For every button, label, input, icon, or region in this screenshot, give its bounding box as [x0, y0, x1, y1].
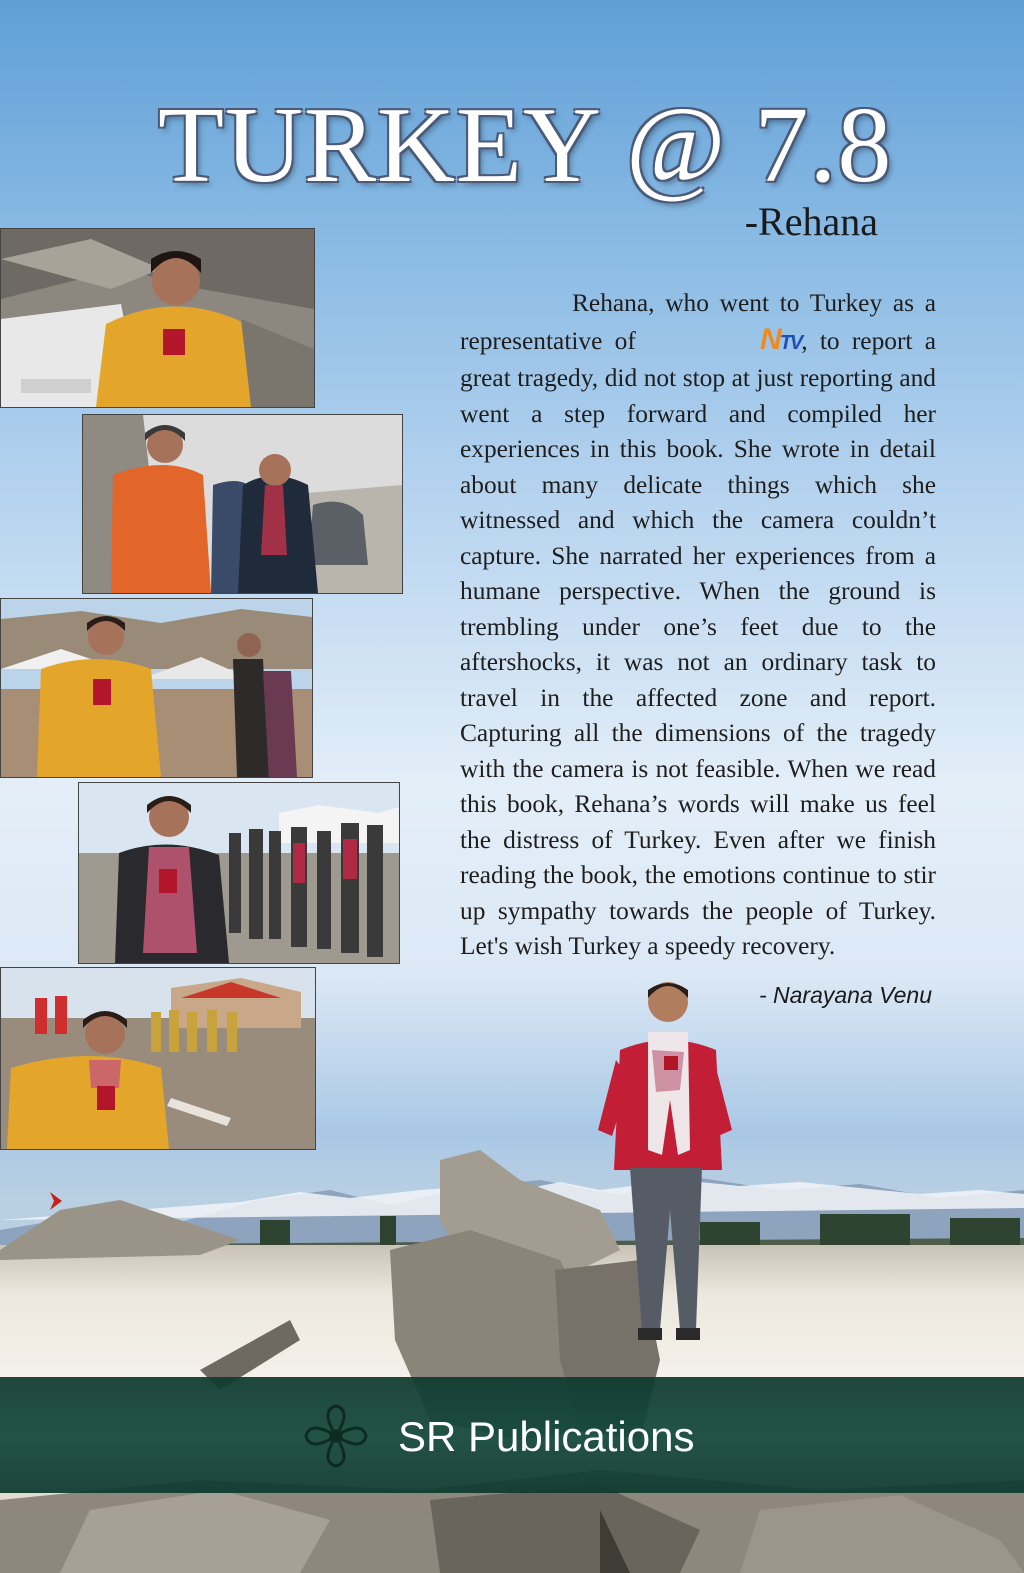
chevron-marker-icon: [46, 1190, 66, 1212]
photo-reporter-crowd-line: [78, 782, 400, 964]
photo-reporter-rescue-site: [0, 967, 316, 1150]
author-name: -Rehana: [744, 199, 878, 244]
photo-reporter-tent-camp: [0, 598, 313, 778]
publisher-emblem-icon: [300, 1400, 372, 1472]
concrete-rubble: [0, 1140, 1024, 1573]
blurb-signature: - Narayana Venu: [758, 982, 932, 1008]
publisher-name: SR Publications: [398, 1413, 695, 1460]
blurb-text-intro: Rehana, who went to Turkey as a representative of: [460, 289, 936, 355]
ntv-logo-n: N: [760, 322, 780, 356]
ntv-logo: [648, 322, 801, 362]
ntv-logo-tv: TV: [779, 331, 802, 354]
book-blurb: [460, 286, 936, 965]
reporter-standing-figure: [590, 980, 740, 1350]
blurb-text-body: , to report a great tragedy, did not stop at just reporting and went a step forward and compiled her experiences in this book. She wrote in detail about many delicate things which she witnessed and which the camera couldn’t capture. She narrated her experiences from a humane perspective. When the ground is trembling under one’s feet due to the aftershocks, it was not an ordinary task to travel in the affected zone and report. Capturing all the dimensions of the tragedy with the camera is not feasible. When we read this book, Rehana’s words will make us feel the distress of Turkey. Even after we finish reading the book, the emotions continue to stir up sympathy towards the people of Turkey. Let's wish Turkey a speedy recovery.: [460, 326, 936, 960]
book-title: TURKEY @ 7.8: [158, 86, 893, 205]
photo-reporter-rescue-team: [82, 414, 403, 594]
photo-reporter-rubble-van: [0, 228, 315, 408]
